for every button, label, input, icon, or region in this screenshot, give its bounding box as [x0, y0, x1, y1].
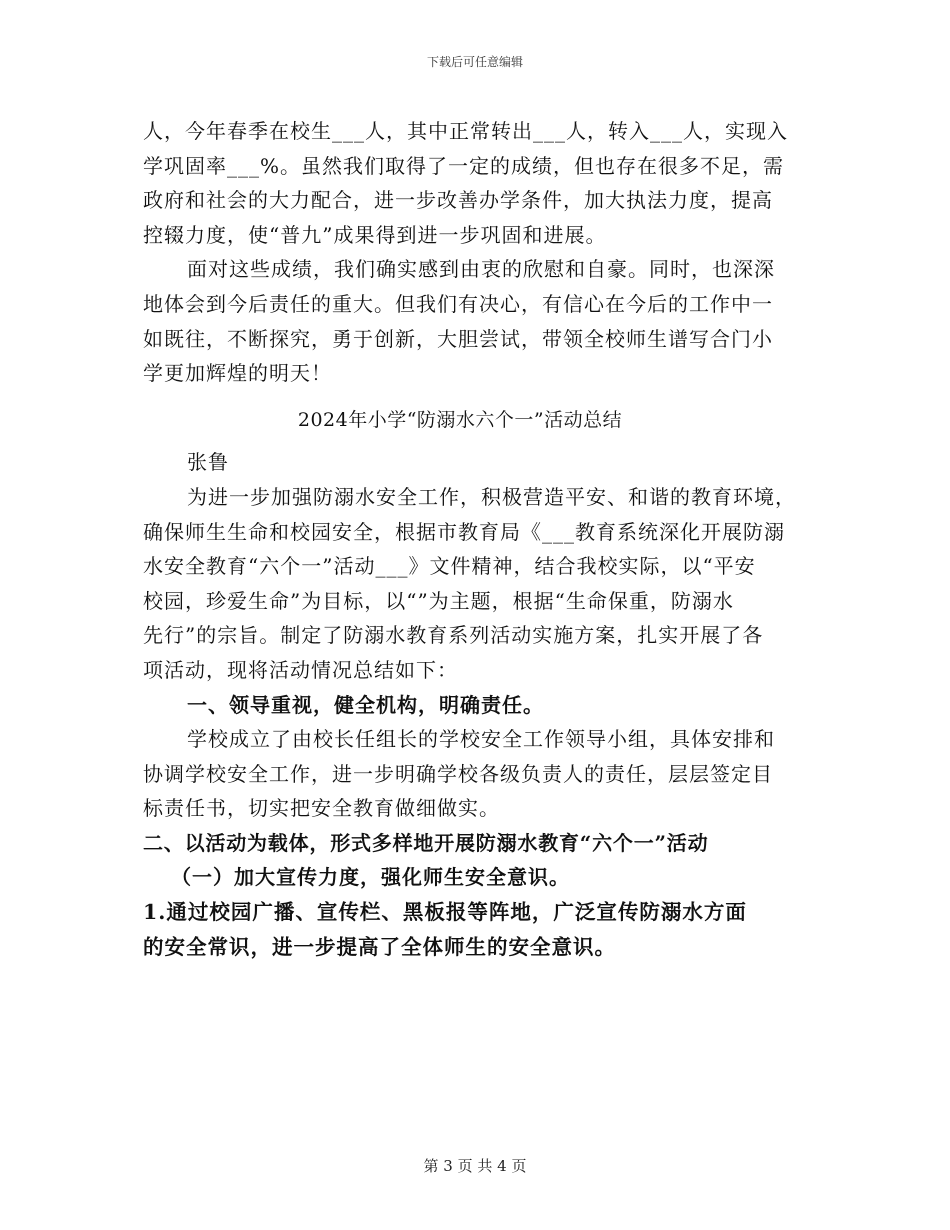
- article-title: 2024年小学“防溺水六个一”活动总结: [297, 408, 623, 431]
- previous-paragraph-1: [143, 114, 807, 252]
- section-1-paragraph: [143, 722, 807, 826]
- text-line: 控辍力度，使“普九”成果得到进一步巩固和进展。: [143, 222, 607, 247]
- text-line: 学巩固率___%。虽然我们取得了一定的成绩，但也存在很多不足，需: [143, 153, 785, 178]
- text-line: 先行”的宗旨。制定了防溺水教育系列活动实施方案，扎实开展了各: [143, 623, 764, 648]
- text-line: 1.通过校园广播、宣传栏、黑板报等阵地，广泛宣传防溺水方面: [143, 900, 747, 925]
- previous-paragraph-2: [143, 252, 807, 390]
- text-line: 如既往，不断探究，勇于创新，大胆尝试，带领全校师生谱写合门小: [143, 326, 773, 351]
- text-line: 学更加辉煌的明天！: [143, 361, 332, 386]
- text-line: 面对这些成绩，我们确实感到由衷的欣慰和自豪。同时，也深深: [187, 257, 775, 282]
- header-note: 下载后可任意编辑: [426, 55, 523, 69]
- text-line: 校园，珍爱生命”为目标，以“”为主题，根据“生命保重，防溺水: [143, 588, 734, 613]
- text-line: 项活动，现将活动情况总结如下：: [143, 657, 458, 682]
- intro-paragraph: [143, 480, 807, 688]
- text-line: 政府和社会的大力配合，进一步改善办学条件，加大执法力度，提高: [143, 188, 773, 213]
- text-line: 标责任书，切实把安全教育做细做实。: [143, 796, 500, 821]
- item-1-paragraph: [143, 895, 807, 964]
- subsection-1-heading: （一）加大宣传力度，强化师生安全意识。: [171, 865, 570, 890]
- section-1-heading: 一、领导重视，健全机构，明确责任。: [187, 692, 544, 717]
- text-line: 人，今年春季在校生___人，其中正常转出___人，转入___人，实现入: [143, 119, 788, 143]
- document-body: [143, 114, 807, 964]
- text-line: 地体会到今后责任的重大。但我们有决心，有信心在今后的工作中一: [143, 291, 773, 316]
- page-number: 第 3 页 共 4 页: [423, 1157, 527, 1175]
- text-line: 为进一步加强防溺水安全工作，积极营造平安、和谐的教育环境，: [187, 484, 796, 509]
- article-author: 张鲁: [187, 450, 229, 475]
- text-line: 学校成立了由校长任组长的学校安全工作领导小组，具体安排和: [187, 727, 775, 752]
- text-line: 协调学校安全工作，进一步明确学校各级负责人的责任，层层签定目: [143, 761, 773, 786]
- section-2-heading: 二、以活动为载体，形式多样地开展防溺水教育“六个一”活动: [143, 830, 709, 855]
- text-line: 的安全常识，进一步提高了全体师生的安全意识。: [143, 934, 616, 959]
- text-line: 确保师生生命和校园安全，根据市教育局《___教育系统深化开展防溺: [143, 519, 785, 544]
- text-line: 水安全教育“六个一”活动___》文件精神，结合我校实际，以“平安: [143, 554, 756, 579]
